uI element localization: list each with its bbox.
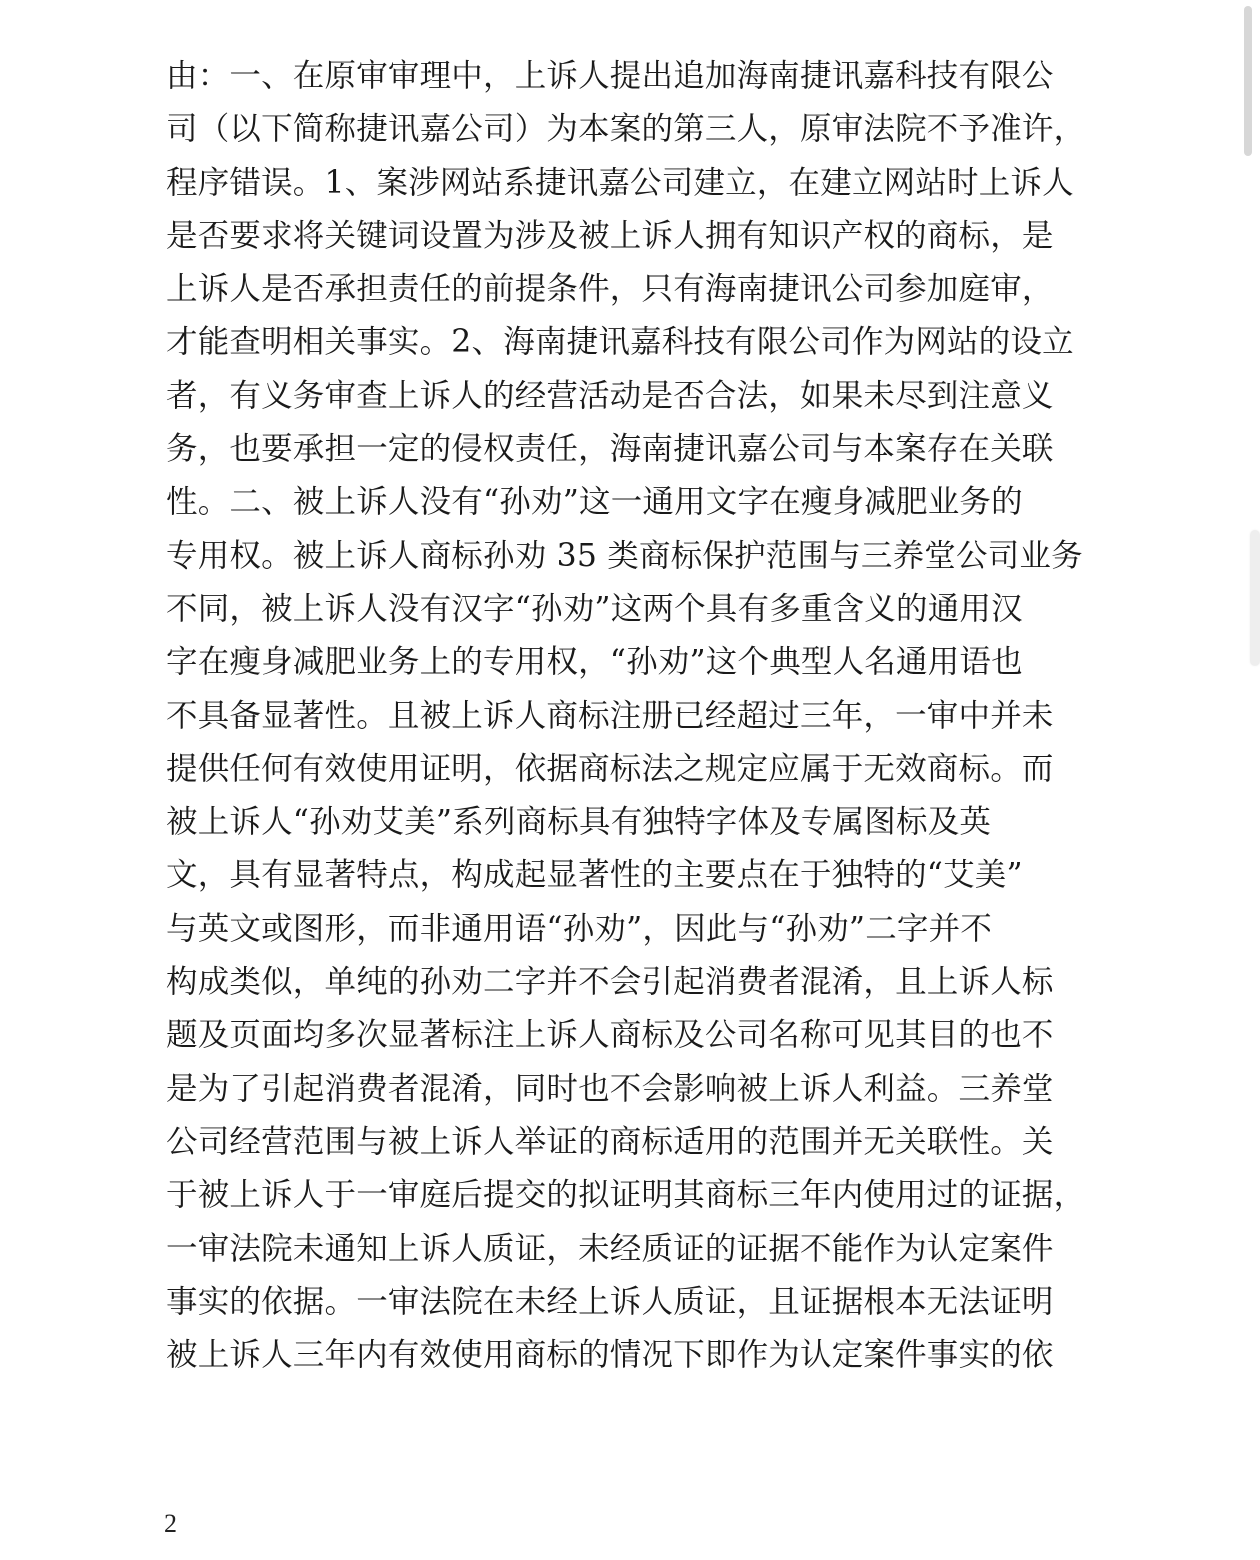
scrollbar[interactable]	[1242, 0, 1254, 1560]
text-line: 公司经营范围与被上诉人举证的商标适用的范围并无关联性。关	[166, 1123, 1054, 1160]
text-line: 被上诉人“孙劝艾美”系列商标具有独特字体及专属图标及英	[166, 804, 992, 841]
text-line: 不具备显著性。且被上诉人商标注册已经超过三年，一审中并未	[166, 697, 1054, 734]
text-line: 于被上诉人于一审庭后提交的拟证明其商标三年内使用过的证据，	[166, 1177, 1086, 1214]
text-line: 提供任何有效使用证明，依据商标法之规定应属于无效商标。而	[166, 750, 1054, 787]
scroll-handle[interactable]	[1250, 530, 1260, 666]
text-line: 司（以下简称捷讯嘉公司）为本案的第三人，原审法院不予准许，	[166, 111, 1086, 148]
text-line: 专用权。被上诉人商标孙劝 35 类商标保护范围与三养堂公司业务	[166, 537, 1083, 574]
text-line: 性。二、被上诉人没有“孙劝”这一通用文字在瘦身减肥业务的	[166, 484, 1023, 521]
text-line: 由：一、在原审审理中，上诉人提出追加海南捷讯嘉科技有限公	[166, 58, 1054, 94]
text-line: 被上诉人三年内有效使用商标的情况下即作为认定案件事实的依	[166, 1337, 1054, 1374]
text-line: 是否要求将关键词设置为涉及被上诉人拥有知识产权的商标，是	[166, 217, 1054, 254]
text-line: 字在瘦身减肥业务上的专用权，“孙劝”这个典型人名通用语也	[166, 644, 1023, 681]
text-line: 构成类似，单纯的孙劝二字并不会引起消费者混淆，且上诉人标	[166, 964, 1054, 1001]
page-number: 2	[164, 1509, 177, 1538]
text-line: 事实的依据。一审法院在未经上诉人质证，且证据根本无法证明	[166, 1283, 1054, 1320]
text-line: 一审法院未通知上诉人质证，未经质证的证据不能作为认定案件	[166, 1230, 1054, 1267]
text-line: 者，有义务审查上诉人的经营活动是否合法，如果未尽到注意义	[166, 377, 1054, 414]
text-line: 与英文或图形，而非通用语“孙劝”，因此与“孙劝”二字并不	[166, 910, 993, 947]
text-line: 务，也要承担一定的侵权责任，海南捷讯嘉公司与本案存在关联	[166, 431, 1054, 468]
text-line: 程序错误。1、案涉网站系捷讯嘉公司建立，在建立网站时上诉人	[166, 164, 1074, 201]
scrollbar-thumb[interactable]	[1244, 6, 1252, 156]
text-line: 上诉人是否承担责任的前提条件，只有海南捷讯公司参加庭审，	[166, 271, 1054, 308]
text-line: 题及页面均多次显著标注上诉人商标及公司名称可见其目的也不	[166, 1017, 1054, 1054]
text-line: 才能查明相关事实。2、海南捷讯嘉科技有限公司作为网站的设立	[166, 324, 1074, 361]
text-line: 不同，被上诉人没有汉字“孙劝”这两个具有多重含义的通用汉	[166, 590, 1023, 627]
text-line: 文，具有显著特点，构成起显著性的主要点在于独特的“艾美”	[166, 857, 1023, 894]
document-body	[166, 50, 1096, 1382]
text-line: 是为了引起消费者混淆，同时也不会影响被上诉人利益。三养堂	[166, 1070, 1054, 1107]
